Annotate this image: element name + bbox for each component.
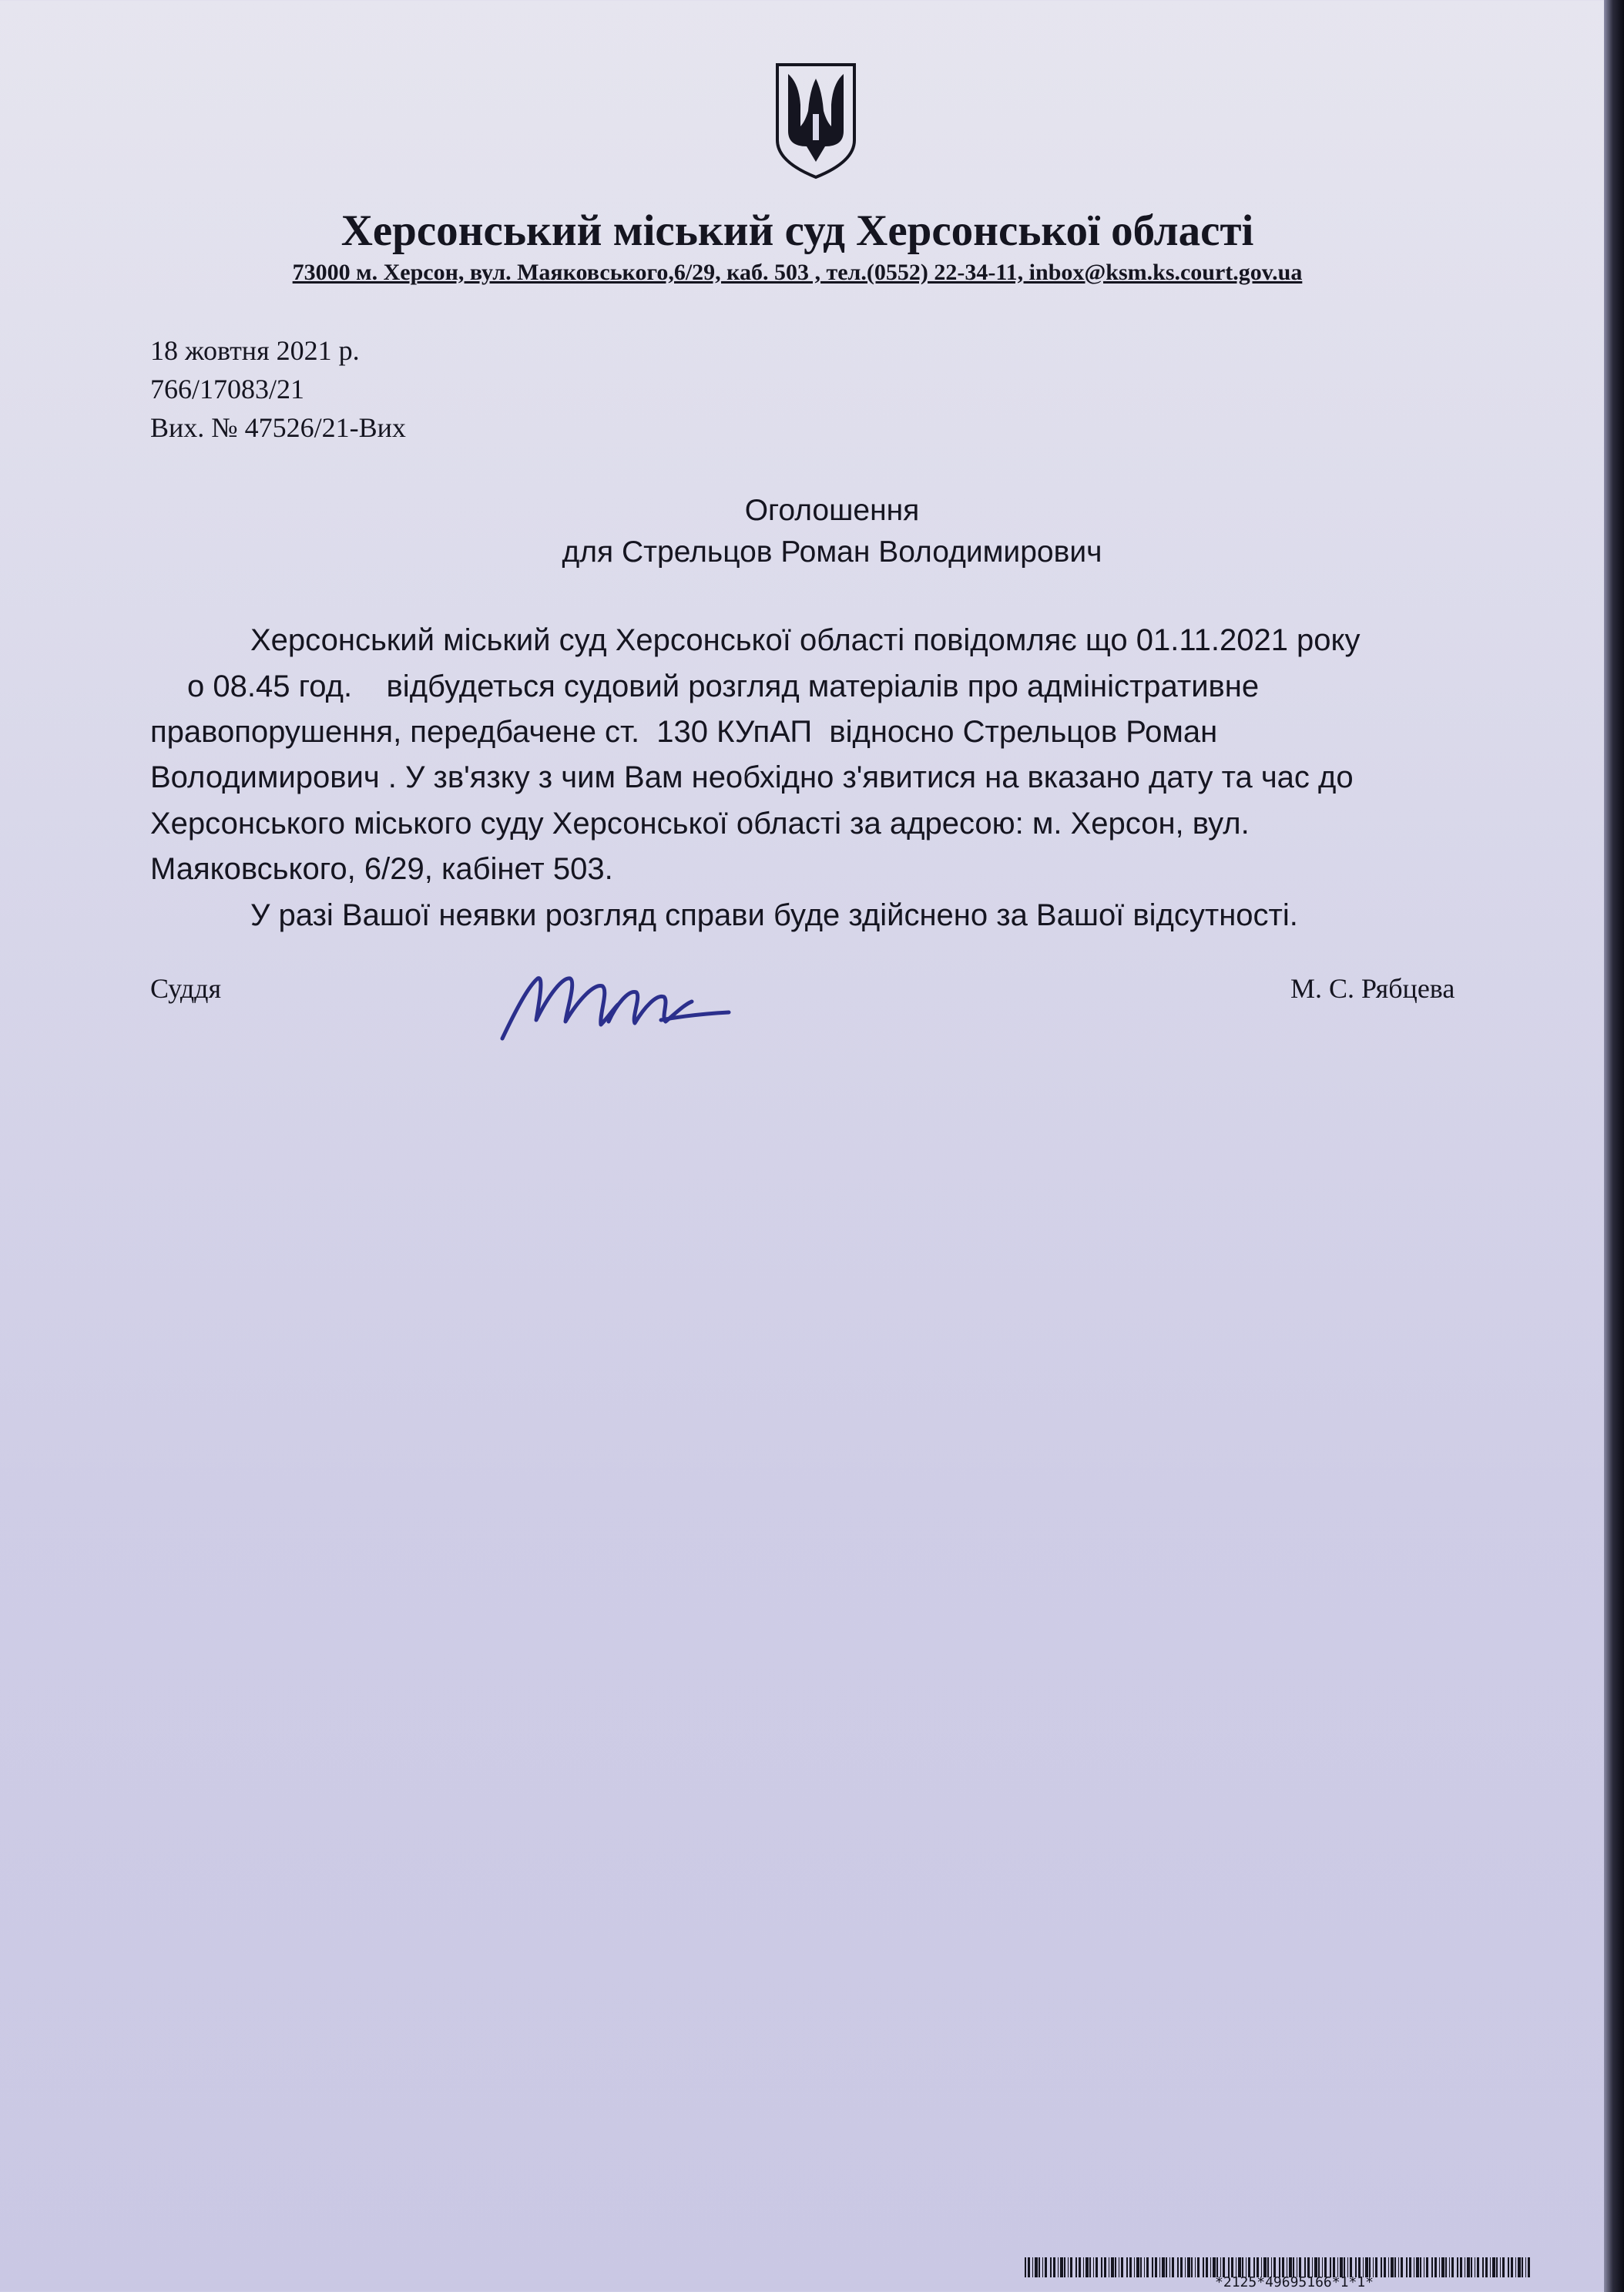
barcode-bar <box>1152 2257 1153 2277</box>
barcode-bar <box>1111 2257 1114 2277</box>
barcode-bar <box>1522 2257 1523 2277</box>
barcode-bar <box>1042 2257 1043 2277</box>
barcode-bar <box>1485 2257 1488 2277</box>
barcode-bar <box>1416 2257 1419 2277</box>
barcode-bar <box>1025 2257 1026 2277</box>
barcode-bar <box>1075 2257 1077 2277</box>
barcode-bar <box>1162 2257 1165 2277</box>
barcode-bar <box>1471 2257 1472 2277</box>
barcode-bar <box>1093 2257 1094 2277</box>
body-line: Володимирович . У зв'язку з чим Вам необхідно з'явитися на вказано дату та час до <box>150 760 1354 794</box>
barcode-bar <box>1079 2257 1081 2277</box>
barcode-bar <box>1058 2257 1059 2277</box>
barcode-bar <box>1134 2257 1135 2277</box>
barcode-bar <box>1477 2257 1479 2277</box>
barcode-bar <box>1451 2257 1454 2277</box>
barcode-bar <box>1482 2257 1484 2277</box>
body-line: Маяковського, 6/29, кабінет 503. <box>150 852 613 886</box>
barcode-bar <box>1068 2257 1069 2277</box>
barcode-bar <box>1518 2257 1521 2277</box>
barcode-bar <box>1166 2257 1167 2277</box>
barcode-bar <box>1492 2257 1495 2277</box>
barcode-bar <box>1159 2257 1160 2277</box>
barcode-bar <box>1096 2257 1098 2277</box>
barcode-bar <box>1431 2257 1433 2277</box>
barcode-bar <box>1115 2257 1116 2277</box>
barcode-bar <box>1467 2257 1470 2277</box>
barcode-bar <box>1053 2257 1055 2277</box>
barcode-bar <box>1032 2257 1033 2277</box>
barcode-bar <box>1070 2257 1072 2277</box>
barcode-bar <box>1129 2257 1132 2277</box>
body-line: У разі Вашої неявки розгляд справи буде здійснено за Вашої відсутності. <box>250 898 1298 932</box>
barcode-bar <box>1101 2257 1102 2277</box>
barcode-bar <box>1511 2257 1513 2277</box>
barcode-bar <box>1104 2257 1106 2277</box>
barcode-bar <box>1089 2257 1091 2277</box>
barcode-bar <box>1420 2257 1421 2277</box>
case-number: 766/17083/21 <box>150 374 305 404</box>
barcode-bar <box>1121 2257 1123 2277</box>
signature-label: Суддя <box>150 973 222 1004</box>
barcode-bar <box>1035 2257 1038 2277</box>
barcode-bar <box>1064 2257 1065 2277</box>
barcode-bar <box>1038 2257 1040 2277</box>
barcode-bar <box>1126 2257 1128 2277</box>
body-line: Херсонського міського суду Херсонської області за адресою: м. Херсон, вул. <box>150 807 1250 841</box>
body-line: правопорушення, передбачене ст. 130 КУпАП відносно Стрельцов Роман <box>150 715 1218 749</box>
barcode-bar <box>1146 2257 1149 2277</box>
barcode-bar <box>1490 2257 1491 2277</box>
barcode-bar <box>1434 2257 1437 2277</box>
body-line: о 08.45 год. відбудеться судовий розгляд матеріалів про адміністративне <box>187 669 1260 703</box>
barcode-bar <box>1085 2257 1089 2277</box>
barcode-bar <box>1028 2257 1030 2277</box>
barcode-bar <box>1060 2257 1063 2277</box>
barcode-bar <box>1136 2257 1139 2277</box>
barcode-bar <box>1502 2257 1505 2277</box>
trident-coat-of-arms-icon <box>773 60 859 180</box>
barcode-text: *2125*49695166*1*1* <box>1215 2274 1374 2290</box>
barcode-bar <box>1515 2257 1516 2277</box>
barcode-bar <box>1144 2257 1145 2277</box>
notice-title: Оголошення <box>744 494 920 527</box>
body-line: Херсонський міський суд Херсонської області повідомляє що 01.11.2021 року <box>250 623 1361 657</box>
barcode-bar <box>1441 2257 1444 2277</box>
barcode-bar <box>1172 2257 1174 2277</box>
barcode-bar <box>1525 2257 1526 2277</box>
page-edge-shadow <box>1604 0 1624 2292</box>
barcode-bar <box>1426 2257 1428 2277</box>
barcode-bar <box>1083 2257 1084 2277</box>
notice-recipient: для Стрельцов Роман Володимирович <box>562 535 1102 569</box>
barcode-bar <box>1445 2257 1447 2277</box>
barcode-bar <box>1508 2257 1509 2277</box>
barcode-bar <box>1050 2257 1052 2277</box>
handwritten-signature-icon <box>493 955 740 1055</box>
outgoing-number: Вих. № 47526/21-Вих <box>150 412 406 443</box>
barcode-bar <box>1528 2257 1530 2277</box>
barcode-bar <box>1449 2257 1450 2277</box>
barcode-bar <box>1169 2257 1170 2277</box>
barcode-bar <box>1045 2257 1047 2277</box>
barcode-bar <box>1439 2257 1440 2277</box>
judge-name: М. С. Рябцева <box>1290 973 1455 1004</box>
barcode-bar <box>1155 2257 1157 2277</box>
barcode-bar <box>1457 2257 1458 2277</box>
court-address: 73000 м. Херсон, вул. Маяковського,6/29, каб. 503 , тел.(0552) 22-34-11, inbox@ksm.ks.court.gov.ua <box>292 260 1303 285</box>
court-name: Херсонський міський суд Херсонської області <box>341 206 1254 255</box>
barcode-bar <box>1460 2257 1462 2277</box>
barcode-bar <box>1500 2257 1501 2277</box>
barcode-bar <box>1140 2257 1142 2277</box>
document-date: 18 жовтня 2021 р. <box>150 335 360 366</box>
barcode-bar <box>1496 2257 1498 2277</box>
